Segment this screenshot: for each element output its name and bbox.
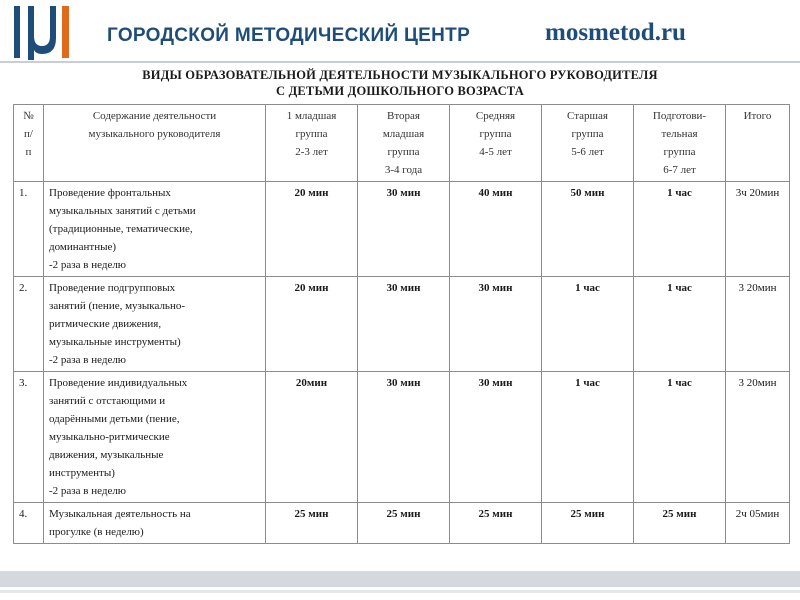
row-duration: 40 мин bbox=[450, 182, 542, 277]
row-total: 2ч 05мин bbox=[726, 503, 790, 544]
site-header bbox=[0, 0, 800, 62]
cell-line: ритмические движения, bbox=[49, 318, 162, 330]
cell-line: 3-4 года bbox=[384, 164, 423, 176]
header-total: Итого bbox=[726, 105, 790, 182]
cell-line: п bbox=[25, 146, 32, 158]
cell-line: группа bbox=[571, 128, 604, 140]
row-total: 3 20мин bbox=[726, 277, 790, 372]
cell-line: (традиционные, тематические, bbox=[49, 223, 193, 235]
page-title bbox=[0, 67, 800, 99]
row-frequency: -2 раза в неделю bbox=[49, 354, 127, 366]
cell-line: Проведение подгрупповых bbox=[49, 282, 176, 294]
row-number: 1. bbox=[14, 182, 44, 277]
row-duration: 1 час bbox=[542, 277, 634, 372]
row-duration: 25 мин bbox=[542, 503, 634, 544]
cell-line: движения, музыкальные bbox=[49, 449, 164, 461]
cell-line: одарёнными детьми (пение, bbox=[49, 413, 180, 425]
row-duration: 20 мин bbox=[266, 277, 358, 372]
cell-line: занятий с отстающими и bbox=[49, 395, 166, 407]
cell-line: 1 младшая bbox=[286, 110, 337, 122]
cell-line: музыкальных занятий с детьми bbox=[49, 205, 196, 217]
title-line-1: ВИДЫ ОБРАЗОВАТЕЛЬНОЙ ДЕЯТЕЛЬНОСТИ МУЗЫКАЛЬНОГО РУКОВОДИТЕЛЯ bbox=[142, 68, 658, 82]
cell-line: тельная bbox=[661, 128, 698, 140]
row-duration: 1 час bbox=[634, 277, 726, 372]
row-duration: 25 мин bbox=[266, 503, 358, 544]
row-duration: 25 мин bbox=[634, 503, 726, 544]
row-duration: 20мин bbox=[266, 372, 358, 503]
table-header-row bbox=[14, 105, 790, 182]
header-num bbox=[14, 105, 44, 182]
cell-line: Музыкальная деятельность на bbox=[49, 508, 191, 520]
table-row bbox=[14, 503, 790, 544]
header-group bbox=[634, 105, 726, 182]
table-row bbox=[14, 182, 790, 277]
row-frequency: -2 раза в неделю bbox=[49, 485, 127, 497]
cell-line: группа bbox=[479, 128, 512, 140]
header-group bbox=[266, 105, 358, 182]
row-duration: 25 мин bbox=[450, 503, 542, 544]
row-total: 3 20мин bbox=[726, 372, 790, 503]
cell-line: музыкально-ритмические bbox=[49, 431, 170, 443]
row-duration: 20 мин bbox=[266, 182, 358, 277]
cell-line: доминантные) bbox=[49, 241, 117, 253]
row-number: 3. bbox=[14, 372, 44, 503]
header-group bbox=[450, 105, 542, 182]
header-group bbox=[358, 105, 450, 182]
cell-line: № bbox=[23, 110, 34, 122]
table-row bbox=[14, 372, 790, 503]
row-duration: 50 мин bbox=[542, 182, 634, 277]
cell-line: Подготови- bbox=[652, 110, 707, 122]
row-number: 2. bbox=[14, 277, 44, 372]
header-content bbox=[44, 105, 266, 182]
cell-line: 5-6 лет bbox=[571, 146, 604, 158]
site-link[interactable]: mosmetod.ru bbox=[545, 19, 686, 46]
cell-line: п/ bbox=[24, 128, 33, 140]
header-divider bbox=[0, 61, 800, 63]
row-duration: 30 мин bbox=[358, 182, 450, 277]
row-duration: 25 мин bbox=[358, 503, 450, 544]
cell-line: 2-3 лет bbox=[295, 146, 328, 158]
cell-line: инструменты) bbox=[49, 467, 115, 479]
cell-line: Средняя bbox=[475, 110, 516, 122]
cell-line: Содержание деятельности bbox=[92, 110, 217, 122]
cell-line: 6-7 лет bbox=[663, 164, 696, 176]
activity-table bbox=[13, 104, 790, 544]
table-row bbox=[14, 277, 790, 372]
row-description bbox=[44, 372, 266, 503]
org-name: ГОРОДСКОЙ МЕТОДИЧЕСКИЙ ЦЕНТР bbox=[107, 25, 471, 46]
cell-line: музыкальные инструменты) bbox=[49, 336, 181, 348]
row-duration: 1 час bbox=[634, 182, 726, 277]
row-number: 4. bbox=[14, 503, 44, 544]
row-duration: 1 час bbox=[542, 372, 634, 503]
cell-line: Вторая bbox=[387, 110, 420, 122]
mu-letter-logo-icon bbox=[6, 2, 76, 60]
cell-line: группа bbox=[663, 146, 696, 158]
title-line-2: С ДЕТЬМИ ДОШКОЛЬНОГО ВОЗРАСТА bbox=[276, 84, 524, 98]
cell-line: младшая bbox=[382, 128, 425, 140]
footer-bar bbox=[0, 571, 800, 587]
cell-line: Старшая bbox=[567, 110, 608, 122]
cell-line: Проведение фронтальных bbox=[49, 187, 171, 199]
row-description bbox=[44, 182, 266, 277]
header-group bbox=[542, 105, 634, 182]
cell-line: занятий (пение, музыкально- bbox=[49, 300, 186, 312]
row-total: 3ч 20мин bbox=[726, 182, 790, 277]
cell-line: музыкального руководителя bbox=[88, 128, 221, 140]
row-duration: 30 мин bbox=[450, 277, 542, 372]
cell-line: прогулке (в неделю) bbox=[49, 526, 144, 538]
cell-line: 4-5 лет bbox=[479, 146, 512, 158]
cell-line: группа bbox=[387, 146, 420, 158]
row-duration: 30 мин bbox=[358, 372, 450, 503]
row-description bbox=[44, 277, 266, 372]
cell-line: группа bbox=[295, 128, 328, 140]
row-duration: 30 мин bbox=[358, 277, 450, 372]
row-duration: 30 мин bbox=[450, 372, 542, 503]
footer-line bbox=[0, 590, 800, 593]
row-duration: 1 час bbox=[634, 372, 726, 503]
row-description bbox=[44, 503, 266, 544]
row-frequency: -2 раза в неделю bbox=[49, 259, 127, 271]
cell-line: Проведение индивидуальных bbox=[49, 377, 188, 389]
